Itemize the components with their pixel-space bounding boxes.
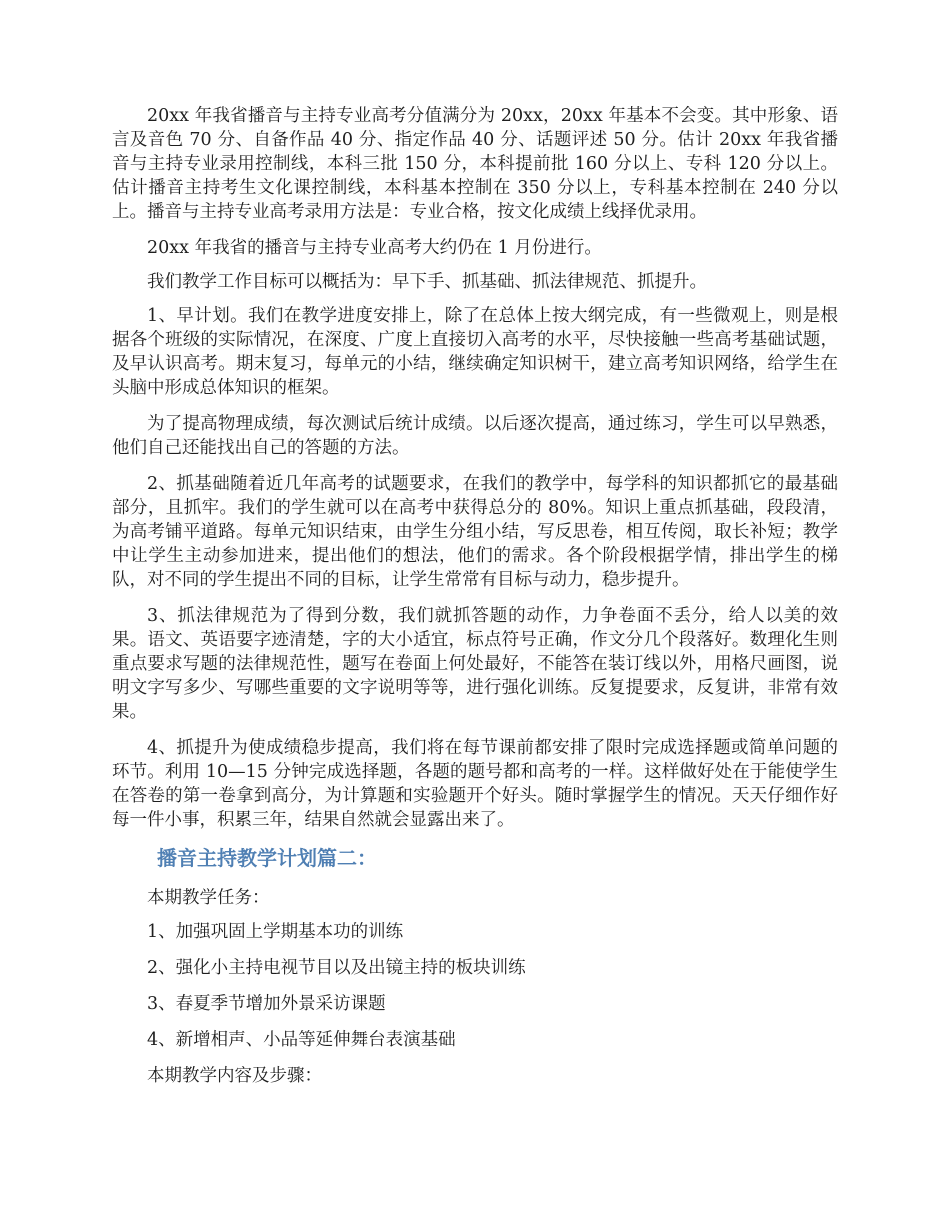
paragraph-exam-date: 20xx 年我省的播音与主持专业高考大约仍在 1 月份进行。: [147, 238, 602, 258]
section-title: 播音主持教学计划篇二：: [157, 846, 377, 870]
paragraph-physics-scores: 为了提高物理成绩，每次测试后统计成绩。以后逐次提高，通过练习，学生可以早熟悉，他们自己还能找出自己的答题的方法。: [112, 414, 838, 458]
content-heading: 本期教学内容及步骤：: [147, 1066, 322, 1086]
paragraph-improvement: 4、抓提升为使成绩稳步提高，我们将在每节课前都安排了限时完成选择题或简单问题的环节。利用 10—15 分钟完成选择题，各题的题号都和高考的一样。这样做好处在于能使学生在答卷的第一卷拿到高分，为计算题和实验题开个好头。随时掌握学生的情况。天天仔细作好每一件小事，积累三年，结果自然就会显露出来了。: [112, 738, 838, 830]
task-list: [112, 920, 838, 1052]
document-body: [112, 104, 838, 1098]
task-heading: 本期教学任务：: [147, 888, 270, 908]
paragraph-teaching-goals: 我们教学工作目标可以概括为：早下手、抓基础、抓法律规范、抓提升。: [147, 272, 707, 292]
paragraph-score-policy: 20xx 年我省播音与主持专业高考分值满分为 20xx，20xx 年基本不会变。其中形象、语言及音色 70 分、自备作品 40 分、指定作品 40 分、话题评述 50 分。估计 20xx 年我省播音与主持专业录用控制线，本科三批 150 分，本科提前批 160 分以上、专科 120 分以上。估计播音主持考生文化课控制线，本科基本控制在 350 分以上，专科基本控制在 240 分以上。播音与主持专业高考录用方法是：专业合格，按文化成绩上线择优录用。: [112, 106, 838, 222]
paragraph-norms: 3、抓法律规范为了得到分数，我们就抓答题的动作，力争卷面不丢分，给人以美的效果。语文、英语要字迹清楚，字的大小适宜，标点符号正确，作文分几个段落好。数理化生则重点要求写题的法律规范性，题写在卷面上何处最好，不能答在装订线以外，用格尺画图，说明文字写多少、写哪些重要的文字说明等等，进行强化训练。反复提要求，反复讲，非常有效果。: [112, 606, 838, 722]
paragraph-basics: 2、抓基础随着近几年高考的试题要求，在我们的教学中，每学科的知识都抓它的最基础部分，且抓牢。我们的学生就可以在高考中获得总分的 80%。知识上重点抓基础，段段清，为高考铺平道路。每单元知识结束，由学生分组小结，写反思卷，相互传阅，取长补短；教学中让学生主动参加进来，提出他们的想法，他们的需求。各个阶段根据学情，排出学生的梯队，对不同的学生提出不同的目标，让学生常常有目标与动力，稳步提升。: [112, 474, 838, 590]
paragraph-early-planning: 1、早计划。我们在教学进度安排上，除了在总体上按大纲完成，有一些微观上，则是根据各个班级的实际情况，在深度、广度上直接切入高考的水平，尽快接触一些高考基础试题，及早认识高考。期末复习，每单元的小结，继续确定知识树干，建立高考知识网络，给学生在头脑中形成总体知识的框架。: [112, 306, 838, 398]
list-item: 3、春夏季节增加外景采访课题: [147, 994, 386, 1014]
list-item: 1、加强巩固上学期基本功的训练: [147, 922, 404, 942]
list-item: 4、新增相声、小品等延伸舞台表演基础: [147, 1030, 456, 1050]
list-item: 2、强化小主持电视节目以及出镜主持的板块训练: [147, 958, 526, 978]
